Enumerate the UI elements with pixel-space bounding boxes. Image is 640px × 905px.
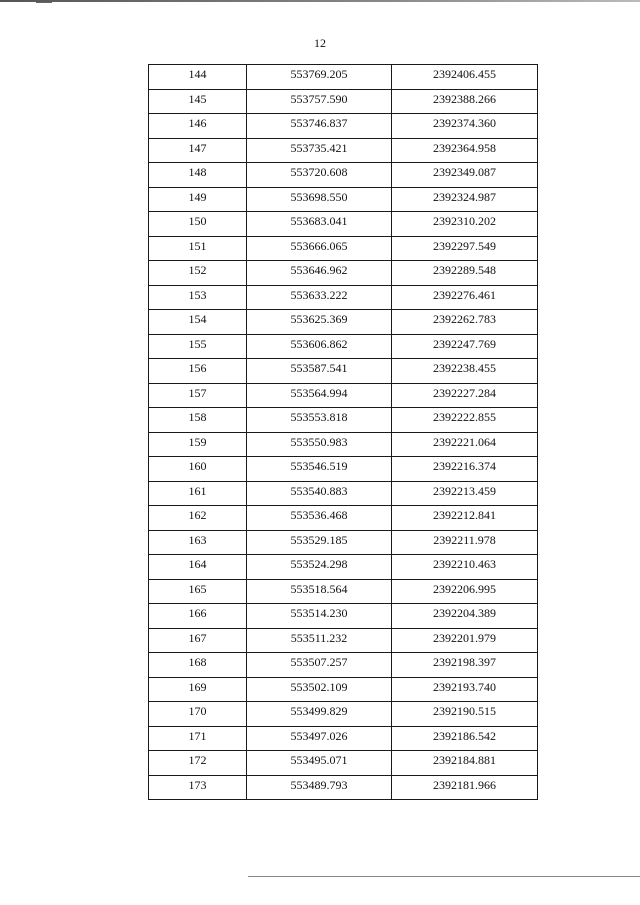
scan-bottom-edge (248, 876, 640, 877)
y-coordinate-cell: 2392221.064 (392, 432, 538, 457)
y-coordinate-cell: 2392210.463 (392, 555, 538, 580)
y-coordinate-cell: 2392211.978 (392, 530, 538, 555)
point-number-cell: 172 (149, 751, 247, 776)
point-number-cell: 148 (149, 163, 247, 188)
point-number-cell: 163 (149, 530, 247, 555)
y-coordinate-cell: 2392324.987 (392, 187, 538, 212)
x-coordinate-cell: 553511.232 (247, 628, 392, 653)
table-row (149, 530, 538, 555)
y-coordinate-cell: 2392213.459 (392, 481, 538, 506)
x-coordinate-cell: 553518.564 (247, 579, 392, 604)
y-coordinate-cell: 2392186.542 (392, 726, 538, 751)
x-coordinate-cell: 553666.065 (247, 236, 392, 261)
x-coordinate-cell: 553495.071 (247, 751, 392, 776)
table-row (149, 506, 538, 531)
table-row (149, 383, 538, 408)
x-coordinate-cell: 553587.541 (247, 359, 392, 384)
point-number-cell: 165 (149, 579, 247, 604)
y-coordinate-cell: 2392349.087 (392, 163, 538, 188)
point-number-cell: 151 (149, 236, 247, 261)
y-coordinate-cell: 2392222.855 (392, 408, 538, 433)
x-coordinate-cell: 553529.185 (247, 530, 392, 555)
page-number: 12 (314, 36, 326, 50)
point-number-cell: 166 (149, 604, 247, 629)
table-row (149, 677, 538, 702)
point-number-cell: 167 (149, 628, 247, 653)
x-coordinate-cell: 553550.983 (247, 432, 392, 457)
coordinates-table-body (149, 65, 538, 800)
point-number-cell: 155 (149, 334, 247, 359)
y-coordinate-cell: 2392289.548 (392, 261, 538, 286)
point-number-cell: 146 (149, 114, 247, 139)
x-coordinate-cell: 553606.862 (247, 334, 392, 359)
y-coordinate-cell: 2392190.515 (392, 702, 538, 727)
y-coordinate-cell: 2392193.740 (392, 677, 538, 702)
coordinates-table (148, 64, 538, 800)
y-coordinate-cell: 2392364.958 (392, 138, 538, 163)
point-number-cell: 158 (149, 408, 247, 433)
x-coordinate-cell: 553514.230 (247, 604, 392, 629)
table-row (149, 457, 538, 482)
table-row (149, 89, 538, 114)
table-row (149, 285, 538, 310)
x-coordinate-cell: 553546.519 (247, 457, 392, 482)
table-row (149, 310, 538, 335)
table-row (149, 187, 538, 212)
x-coordinate-cell: 553646.962 (247, 261, 392, 286)
point-number-cell: 164 (149, 555, 247, 580)
y-coordinate-cell: 2392181.966 (392, 775, 538, 800)
point-number-cell: 161 (149, 481, 247, 506)
table-row (149, 555, 538, 580)
x-coordinate-cell: 553625.369 (247, 310, 392, 335)
point-number-cell: 150 (149, 212, 247, 237)
table-row (149, 261, 538, 286)
table-row (149, 212, 538, 237)
table-row (149, 481, 538, 506)
point-number-cell: 162 (149, 506, 247, 531)
y-coordinate-cell: 2392310.202 (392, 212, 538, 237)
y-coordinate-cell: 2392227.284 (392, 383, 538, 408)
y-coordinate-cell: 2392406.455 (392, 65, 538, 90)
y-coordinate-cell: 2392374.360 (392, 114, 538, 139)
x-coordinate-cell: 553489.793 (247, 775, 392, 800)
point-number-cell: 144 (149, 65, 247, 90)
x-coordinate-cell: 553499.829 (247, 702, 392, 727)
y-coordinate-cell: 2392247.769 (392, 334, 538, 359)
scan-top-mark (36, 2, 52, 3)
point-number-cell: 173 (149, 775, 247, 800)
point-number-cell: 152 (149, 261, 247, 286)
table-row (149, 65, 538, 90)
table-row (149, 579, 538, 604)
x-coordinate-cell: 553698.550 (247, 187, 392, 212)
table-row (149, 653, 538, 678)
x-coordinate-cell: 553735.421 (247, 138, 392, 163)
x-coordinate-cell: 553746.837 (247, 114, 392, 139)
x-coordinate-cell: 553507.257 (247, 653, 392, 678)
y-coordinate-cell: 2392262.783 (392, 310, 538, 335)
table-row (149, 408, 538, 433)
point-number-cell: 157 (149, 383, 247, 408)
point-number-cell: 147 (149, 138, 247, 163)
x-coordinate-cell: 553683.041 (247, 212, 392, 237)
point-number-cell: 154 (149, 310, 247, 335)
y-coordinate-cell: 2392184.881 (392, 751, 538, 776)
table-row (149, 751, 538, 776)
x-coordinate-cell: 553540.883 (247, 481, 392, 506)
y-coordinate-cell: 2392198.397 (392, 653, 538, 678)
point-number-cell: 156 (149, 359, 247, 384)
x-coordinate-cell: 553502.109 (247, 677, 392, 702)
point-number-cell: 149 (149, 187, 247, 212)
y-coordinate-cell: 2392238.455 (392, 359, 538, 384)
y-coordinate-cell: 2392212.841 (392, 506, 538, 531)
y-coordinate-cell: 2392201.979 (392, 628, 538, 653)
table-row (149, 114, 538, 139)
table-row (149, 236, 538, 261)
y-coordinate-cell: 2392388.266 (392, 89, 538, 114)
point-number-cell: 169 (149, 677, 247, 702)
y-coordinate-cell: 2392204.389 (392, 604, 538, 629)
table-row (149, 726, 538, 751)
point-number-cell: 153 (149, 285, 247, 310)
table-row (149, 359, 538, 384)
x-coordinate-cell: 553757.590 (247, 89, 392, 114)
x-coordinate-cell: 553536.468 (247, 506, 392, 531)
table-row (149, 334, 538, 359)
table-row (149, 775, 538, 800)
table-row (149, 702, 538, 727)
table-row (149, 163, 538, 188)
point-number-cell: 170 (149, 702, 247, 727)
table-row (149, 628, 538, 653)
x-coordinate-cell: 553633.222 (247, 285, 392, 310)
point-number-cell: 168 (149, 653, 247, 678)
table-row (149, 604, 538, 629)
y-coordinate-cell: 2392297.549 (392, 236, 538, 261)
x-coordinate-cell: 553720.608 (247, 163, 392, 188)
point-number-cell: 159 (149, 432, 247, 457)
point-number-cell: 145 (149, 89, 247, 114)
x-coordinate-cell: 553769.205 (247, 65, 392, 90)
y-coordinate-cell: 2392206.995 (392, 579, 538, 604)
y-coordinate-cell: 2392276.461 (392, 285, 538, 310)
point-number-cell: 160 (149, 457, 247, 482)
x-coordinate-cell: 553564.994 (247, 383, 392, 408)
table-row (149, 138, 538, 163)
table-row (149, 432, 538, 457)
x-coordinate-cell: 553553.818 (247, 408, 392, 433)
scan-top-edge (0, 0, 640, 2)
x-coordinate-cell: 553524.298 (247, 555, 392, 580)
y-coordinate-cell: 2392216.374 (392, 457, 538, 482)
x-coordinate-cell: 553497.026 (247, 726, 392, 751)
point-number-cell: 171 (149, 726, 247, 751)
